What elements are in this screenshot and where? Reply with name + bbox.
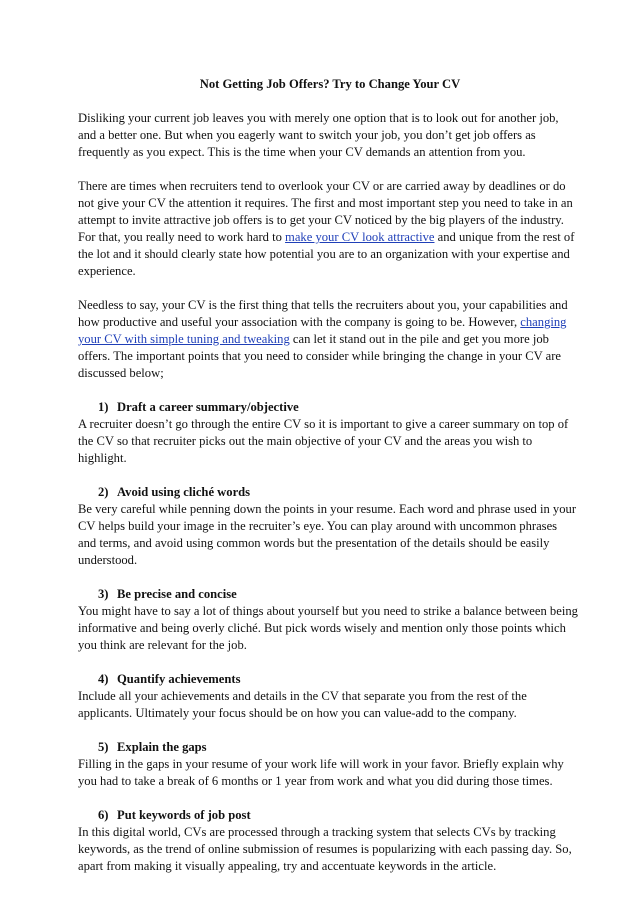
section-heading	[78, 671, 578, 688]
paragraph-text: Needless to say, your CV is the first thing that tells the recruiters about you, your capabilities and how productive and useful your association with the company is going to be. However,	[78, 298, 568, 329]
paragraph-text: and unique from the rest of the lot and it should clearly state how potential you are to an organization with your expertise and experience.	[78, 230, 575, 278]
paragraph-needless-to-say	[78, 297, 578, 382]
paragraph-overlooked-cv	[78, 178, 578, 280]
section-number: 1)	[98, 400, 109, 414]
section-heading-text: Avoid using cliché words	[117, 485, 251, 499]
make-cv-attractive-link[interactable]: make your CV look attractive	[285, 230, 435, 244]
section-heading	[78, 739, 578, 756]
section-body: Be very careful while penning down the points in your resume. Each word and phrase used in your CV helps build your image in the recruiter’s eye. You can play around with uncommon phrases and terms, and avoid using common words but the presentation of the details should be easily understood.	[78, 502, 577, 567]
section-body: In this digital world, CVs are processed through a tracking system that selects CVs by tracking keywords, as the trend of online submission of resumes is popularizing with each passing day. So, apart from making it visually appealing, try and accentuate keywords in the article.	[78, 825, 572, 873]
intro-paragraph: Disliking your current job leaves you with merely one option that is to look out for another job, and a better one. But when you eagerly want to switch your job, you don’t get job offers as frequently as you expect. This is the time when your CV demands an attention from you.	[78, 111, 559, 159]
section-heading-text: Explain the gaps	[117, 740, 207, 754]
section-number: 2)	[98, 485, 109, 499]
section-number: 6)	[98, 808, 109, 822]
section-body: Include all your achievements and details in the CV that separate you from the rest of the applicants. Ultimately your focus should be on how you can value-add to the company.	[78, 689, 527, 720]
section-heading	[78, 399, 578, 416]
section-body: You might have to say a lot of things about yourself but you need to strike a balance between being informative and being overly cliché. But pick words wisely and mention only those points which you think are relevant for the job.	[78, 604, 578, 652]
section-number: 5)	[98, 740, 109, 754]
paragraph-text: can let it stand out in the pile and get you more job offers. The important points that you need to consider while bringing the change in your CV are discussed below;	[78, 332, 562, 380]
section-heading	[78, 586, 578, 603]
section-heading-text: Quantify achievements	[117, 672, 241, 686]
changing-cv-tuning-link[interactable]: changing your CV with simple tuning and tweaking	[78, 315, 567, 346]
paragraph-text: There are times when recruiters tend to overlook your CV or are carried away by deadlines or do not give your CV the attention it requires. The first and most important step you need to take in an attempt to invite attractive job offers is to get your CV noticed by the big players of the industry. For that, you really need to work hard to	[78, 179, 573, 244]
section-number: 4)	[98, 672, 109, 686]
section-heading-text: Be precise and concise	[117, 587, 237, 601]
section-body: A recruiter doesn’t go through the entire CV so it is important to give a career summary on top of the CV so that recruiter picks out the main objective of your CV and the areas you wish to highlight.	[78, 417, 569, 465]
document-title: Not Getting Job Offers? Try to Change Your CV	[199, 77, 461, 91]
section-heading	[78, 484, 578, 501]
section-body: Filling in the gaps in your resume of your work life will work in your favor. Briefly explain why you had to take a break of 6 months or 1 year from work and what you did during those times.	[78, 757, 564, 788]
section-heading	[78, 807, 578, 824]
section-heading-text: Draft a career summary/objective	[117, 400, 299, 414]
section-number: 3)	[98, 587, 109, 601]
section-heading-text: Put keywords of job post	[117, 808, 251, 822]
